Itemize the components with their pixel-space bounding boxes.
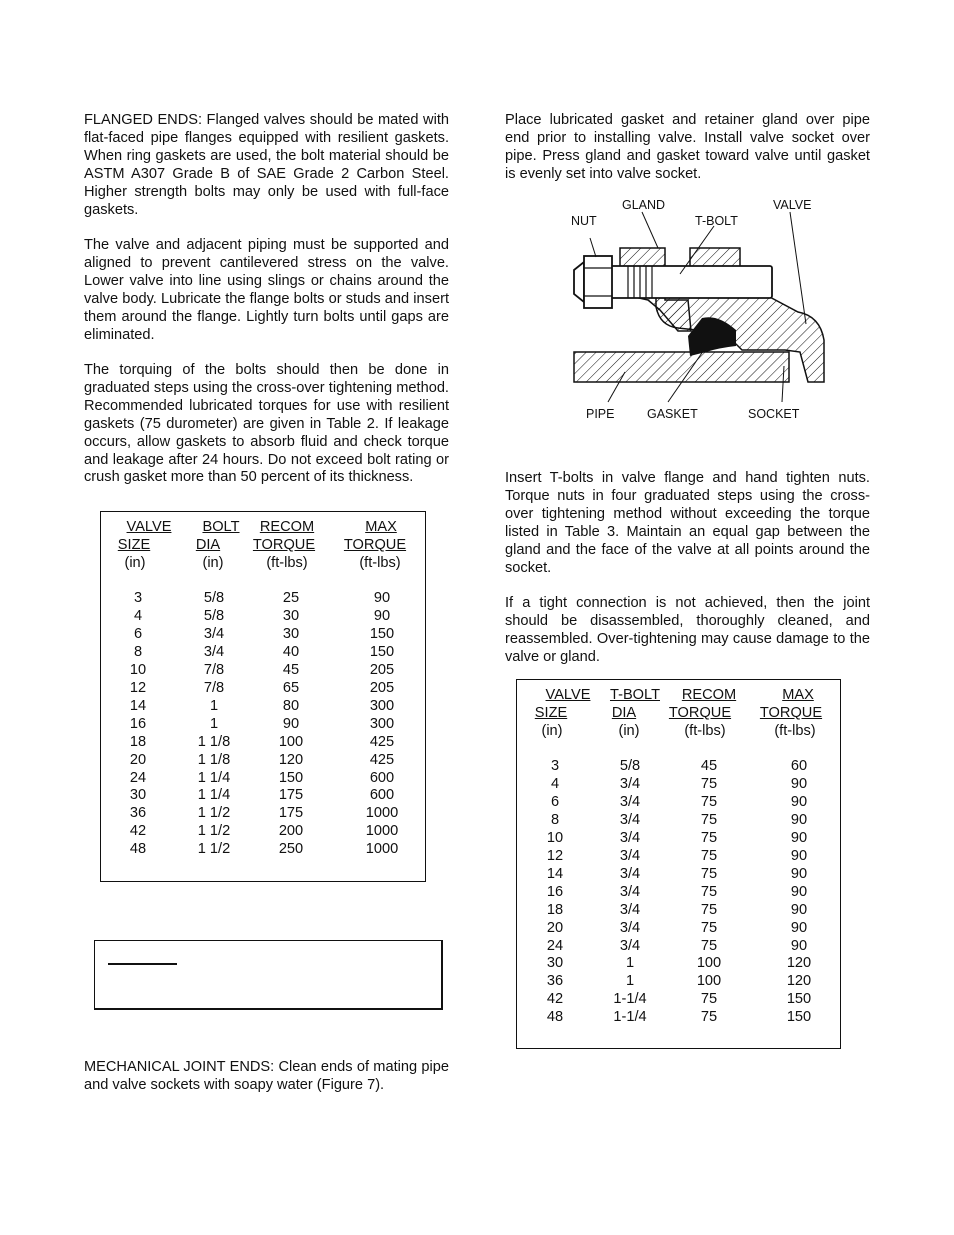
table-cell: 1 1/2 bbox=[197, 823, 231, 840]
table-row bbox=[101, 625, 425, 643]
table-cell: 18 bbox=[129, 733, 147, 750]
table-3-header: TORQUE bbox=[668, 705, 732, 721]
table-cell: 6 bbox=[550, 793, 560, 810]
gasket-label: GASKET bbox=[647, 407, 698, 421]
table-row bbox=[517, 847, 840, 865]
table-2-header-row-3 bbox=[101, 554, 425, 572]
table-cell: 1 bbox=[209, 715, 219, 732]
table-3-header-row-1 bbox=[517, 686, 840, 704]
table-cell: 1 bbox=[625, 955, 635, 972]
table-cell: 90 bbox=[790, 865, 808, 882]
table-cell: 48 bbox=[546, 1009, 564, 1026]
table-cell: 1 1/4 bbox=[197, 787, 231, 804]
table-cell: 1-1/4 bbox=[613, 991, 647, 1008]
mechanical-joint-figure bbox=[560, 190, 840, 430]
pipe-section bbox=[574, 352, 789, 382]
table-cell: 12 bbox=[546, 847, 564, 864]
table-row bbox=[101, 715, 425, 733]
table-cell: 6 bbox=[133, 625, 143, 642]
note-box bbox=[94, 940, 443, 1010]
table-cell: 45 bbox=[700, 758, 718, 774]
table-cell: 40 bbox=[282, 643, 300, 660]
table-row bbox=[101, 822, 425, 840]
table-row bbox=[101, 751, 425, 769]
table-row bbox=[517, 1008, 840, 1026]
table-cell: 120 bbox=[786, 973, 812, 990]
tight-connection-paragraph: If a tight connection is not achieved, then the joint should be disassembled, thoroughly cleaned, and reassembled. Over-tightening may cause damage to the valve or gland. bbox=[505, 595, 870, 665]
table-cell: 90 bbox=[790, 919, 808, 936]
t-bolts-paragraph: Insert T-bolts in valve flange and hand tighten nuts. Torque nuts in four graduated steps using the cross-over tightening method without exceeding the torque listed in Table 3. Maintain an equal gap between the gland and the face of the valve at all points around the socket. bbox=[505, 470, 870, 576]
table-cell: 18 bbox=[546, 901, 564, 918]
table-cell: 1000 bbox=[365, 823, 399, 840]
table-row bbox=[101, 679, 425, 697]
table-cell: 24 bbox=[546, 937, 564, 954]
table-cell: 90 bbox=[373, 590, 391, 606]
table-2-box bbox=[100, 511, 426, 882]
table-cell: 3/4 bbox=[619, 793, 641, 810]
table-row bbox=[101, 786, 425, 804]
table-row bbox=[101, 769, 425, 787]
table-cell: 600 bbox=[369, 787, 395, 804]
table-2-header: (ft-lbs) bbox=[266, 555, 308, 571]
table-row bbox=[517, 829, 840, 847]
table-cell: 150 bbox=[369, 643, 395, 660]
table-cell: 3/4 bbox=[203, 625, 225, 642]
table-row bbox=[517, 757, 840, 775]
table-cell: 90 bbox=[790, 793, 808, 810]
table-cell: 75 bbox=[700, 829, 718, 846]
table-2-header: TORQUE bbox=[252, 537, 316, 553]
table-row bbox=[517, 883, 840, 901]
table-cell: 150 bbox=[786, 991, 812, 1008]
note-underline bbox=[108, 963, 177, 965]
table-cell: 150 bbox=[278, 769, 304, 786]
table-cell: 90 bbox=[790, 829, 808, 846]
table-cell: 45 bbox=[282, 661, 300, 678]
table-cell: 1 1/8 bbox=[197, 751, 231, 768]
table-cell: 42 bbox=[129, 823, 147, 840]
table-cell: 20 bbox=[129, 751, 147, 768]
table-cell: 205 bbox=[369, 661, 395, 678]
flanged-ends-paragraph: FLANGED ENDS: Flanged valves should be mated with flat-faced pipe flanges equipped with resilient gaskets. When ring gaskets are used, the bolt material should be ASTM A307 Grade B of SAE Grade 2 Carbon Steel. Higher strength bolts may only be used with full-face gaskets. bbox=[84, 112, 449, 218]
table-2-header: SIZE bbox=[117, 537, 151, 553]
table-row bbox=[101, 607, 425, 625]
table-cell: 30 bbox=[129, 787, 147, 804]
table-cell: 14 bbox=[129, 697, 147, 714]
table-3-header: (in) bbox=[541, 723, 563, 739]
table-cell: 5/8 bbox=[203, 607, 225, 624]
table-cell: 1 bbox=[625, 973, 635, 990]
table-3-header: SIZE bbox=[534, 705, 568, 721]
t-bolt-label: T-BOLT bbox=[695, 214, 738, 228]
table-cell: 75 bbox=[700, 847, 718, 864]
table-cell: 4 bbox=[550, 775, 560, 792]
table-cell: 60 bbox=[790, 758, 808, 774]
support-paragraph: The valve and adjacent piping must be supported and aligned to prevent cantilevered stress on the valve. Lower valve into line using slings or chains around the valve body. Lubricate the flange bolts or studs and insert them around the flange. Lightly turn bolts until gaps are eliminated. bbox=[84, 237, 449, 343]
table-3-header: T-BOLT bbox=[609, 687, 660, 703]
table-3-header: (ft-lbs) bbox=[774, 723, 816, 739]
table-cell: 75 bbox=[700, 775, 718, 792]
table-2-header-row-2 bbox=[101, 536, 425, 554]
table-cell: 200 bbox=[278, 823, 304, 840]
table-3-box bbox=[516, 679, 841, 1049]
table-3-header: VALVE bbox=[545, 687, 591, 703]
table-2-header: RECOM bbox=[259, 519, 315, 535]
table-cell: 75 bbox=[700, 793, 718, 810]
table-cell: 300 bbox=[369, 697, 395, 714]
table-cell: 75 bbox=[700, 883, 718, 900]
table-cell: 5/8 bbox=[619, 758, 641, 774]
nut-body bbox=[584, 256, 612, 308]
table-cell: 600 bbox=[369, 769, 395, 786]
table-cell: 3 bbox=[133, 590, 143, 606]
table-row bbox=[517, 954, 840, 972]
table-row bbox=[101, 697, 425, 715]
table-cell: 90 bbox=[790, 847, 808, 864]
table-row bbox=[101, 643, 425, 661]
table-cell: 3/4 bbox=[619, 865, 641, 882]
table-cell: 36 bbox=[546, 973, 564, 990]
table-cell: 120 bbox=[278, 751, 304, 768]
table-cell: 7/8 bbox=[203, 679, 225, 696]
table-row bbox=[517, 990, 840, 1008]
table-row bbox=[101, 733, 425, 751]
table-3-header-row-3 bbox=[517, 722, 840, 740]
table-2-header: TORQUE bbox=[343, 537, 407, 553]
table-row bbox=[101, 840, 425, 858]
table-row bbox=[517, 811, 840, 829]
gland-paragraph: Place lubricated gasket and retainer gland over pipe end prior to installing valve. Install valve socket over pipe. Press gland and gasket toward valve until gasket is evenly set into valve socket. bbox=[505, 112, 870, 182]
table-2-header-row-1 bbox=[101, 518, 425, 536]
table-cell: 25 bbox=[282, 590, 300, 606]
table-cell: 20 bbox=[546, 919, 564, 936]
table-cell: 12 bbox=[129, 679, 147, 696]
table-3-header: (ft-lbs) bbox=[684, 723, 726, 739]
table-cell: 1 1/2 bbox=[197, 841, 231, 858]
table-row bbox=[101, 661, 425, 679]
table-cell: 100 bbox=[696, 973, 722, 990]
table-cell: 75 bbox=[700, 937, 718, 954]
table-cell: 425 bbox=[369, 733, 395, 750]
table-cell: 75 bbox=[700, 865, 718, 882]
table-row bbox=[101, 804, 425, 822]
table-cell: 36 bbox=[129, 805, 147, 822]
table-row bbox=[101, 589, 425, 607]
table-cell: 90 bbox=[790, 937, 808, 954]
table-cell: 1 1/4 bbox=[197, 769, 231, 786]
table-row bbox=[517, 901, 840, 919]
table-cell: 5/8 bbox=[203, 590, 225, 606]
table-cell: 8 bbox=[133, 643, 143, 660]
table-cell: 75 bbox=[700, 919, 718, 936]
table-cell: 1 1/8 bbox=[197, 733, 231, 750]
table-cell: 42 bbox=[546, 991, 564, 1008]
table-cell: 3/4 bbox=[619, 847, 641, 864]
table-cell: 24 bbox=[129, 769, 147, 786]
table-cell: 16 bbox=[546, 883, 564, 900]
table-2-header: (ft-lbs) bbox=[359, 555, 401, 571]
table-cell: 14 bbox=[546, 865, 564, 882]
torquing-paragraph: The torquing of the bolts should then be done in graduated steps using the cross-over tightening method. Recommended lubricated torques for use with resilient gaskets (75 durometer) are given in Table 2. If leakage occurs, allow gaskets to absorb fluid and check torque and leakage after 24 hours. Do not exceed bolt rating or crush gasket more than 50 percent of its thickness. bbox=[84, 362, 449, 486]
table-cell: 30 bbox=[282, 625, 300, 642]
mechanical-joint-paragraph: MECHANICAL JOINT ENDS: Clean ends of mating pipe and valve sockets with soapy water (Figure 7). bbox=[84, 1059, 449, 1093]
table-cell: 65 bbox=[282, 679, 300, 696]
table-3-header: RECOM bbox=[681, 687, 737, 703]
table-3-header: TORQUE bbox=[759, 705, 823, 721]
table-cell: 75 bbox=[700, 991, 718, 1008]
table-row bbox=[517, 919, 840, 937]
table-cell: 120 bbox=[786, 955, 812, 972]
table-cell: 10 bbox=[129, 661, 147, 678]
table-3-header-row-2 bbox=[517, 704, 840, 722]
table-cell: 3/4 bbox=[203, 643, 225, 660]
table-cell: 150 bbox=[369, 625, 395, 642]
table-cell: 75 bbox=[700, 811, 718, 828]
table-2-header: MAX bbox=[365, 519, 397, 535]
table-row bbox=[517, 865, 840, 883]
table-cell: 1 1/2 bbox=[197, 805, 231, 822]
table-cell: 90 bbox=[790, 883, 808, 900]
table-3-header: (in) bbox=[618, 723, 640, 739]
table-2-header: BOLT bbox=[202, 519, 240, 535]
table-cell: 80 bbox=[282, 697, 300, 714]
socket-label: SOCKET bbox=[748, 407, 800, 421]
pipe-label: PIPE bbox=[586, 407, 615, 421]
table-2-header: VALVE bbox=[126, 519, 172, 535]
table-row bbox=[517, 775, 840, 793]
table-cell: 300 bbox=[369, 715, 395, 732]
table-cell: 205 bbox=[369, 679, 395, 696]
table-cell: 48 bbox=[129, 841, 147, 858]
table-cell: 75 bbox=[700, 901, 718, 918]
table-cell: 75 bbox=[700, 1009, 718, 1026]
table-cell: 16 bbox=[129, 715, 147, 732]
table-cell: 90 bbox=[790, 811, 808, 828]
table-cell: 250 bbox=[278, 841, 304, 858]
table-cell: 100 bbox=[696, 955, 722, 972]
table-cell: 3/4 bbox=[619, 775, 641, 792]
table-2-header: (in) bbox=[124, 555, 146, 571]
table-cell: 1000 bbox=[365, 805, 399, 822]
table-cell: 3 bbox=[550, 758, 560, 774]
table-row bbox=[517, 937, 840, 955]
table-cell: 3/4 bbox=[619, 883, 641, 900]
table-cell: 150 bbox=[786, 1009, 812, 1026]
table-cell: 425 bbox=[369, 751, 395, 768]
table-row bbox=[517, 793, 840, 811]
table-cell: 3/4 bbox=[619, 937, 641, 954]
table-cell: 175 bbox=[278, 805, 304, 822]
table-cell: 10 bbox=[546, 829, 564, 846]
table-cell: 3/4 bbox=[619, 829, 641, 846]
table-2-header: DIA bbox=[195, 537, 221, 553]
table-cell: 175 bbox=[278, 787, 304, 804]
table-cell: 1 bbox=[209, 697, 219, 714]
valve-leader bbox=[790, 212, 806, 324]
table-cell: 30 bbox=[282, 607, 300, 624]
table-cell: 3/4 bbox=[619, 901, 641, 918]
table-3-header: DIA bbox=[611, 705, 637, 721]
table-cell: 1000 bbox=[365, 841, 399, 858]
table-cell: 30 bbox=[546, 955, 564, 972]
valve-label: VALVE bbox=[773, 198, 812, 212]
table-cell: 90 bbox=[373, 607, 391, 624]
table-cell: 7/8 bbox=[203, 661, 225, 678]
gland-label: GLAND bbox=[622, 198, 666, 212]
table-cell: 90 bbox=[790, 901, 808, 918]
table-cell: 3/4 bbox=[619, 811, 641, 828]
table-cell: 90 bbox=[790, 775, 808, 792]
table-cell: 90 bbox=[282, 715, 300, 732]
table-row bbox=[517, 972, 840, 990]
table-cell: 8 bbox=[550, 811, 560, 828]
table-cell: 1-1/4 bbox=[613, 1009, 647, 1026]
nut-end bbox=[574, 262, 584, 302]
nut-label: NUT bbox=[571, 214, 597, 228]
table-cell: 4 bbox=[133, 607, 143, 624]
gland-leader bbox=[642, 212, 658, 248]
table-cell: 3/4 bbox=[619, 919, 641, 936]
nut-leader bbox=[590, 238, 596, 257]
table-2-header: (in) bbox=[202, 555, 224, 571]
table-3-header: MAX bbox=[782, 687, 814, 703]
table-cell: 100 bbox=[278, 733, 304, 750]
